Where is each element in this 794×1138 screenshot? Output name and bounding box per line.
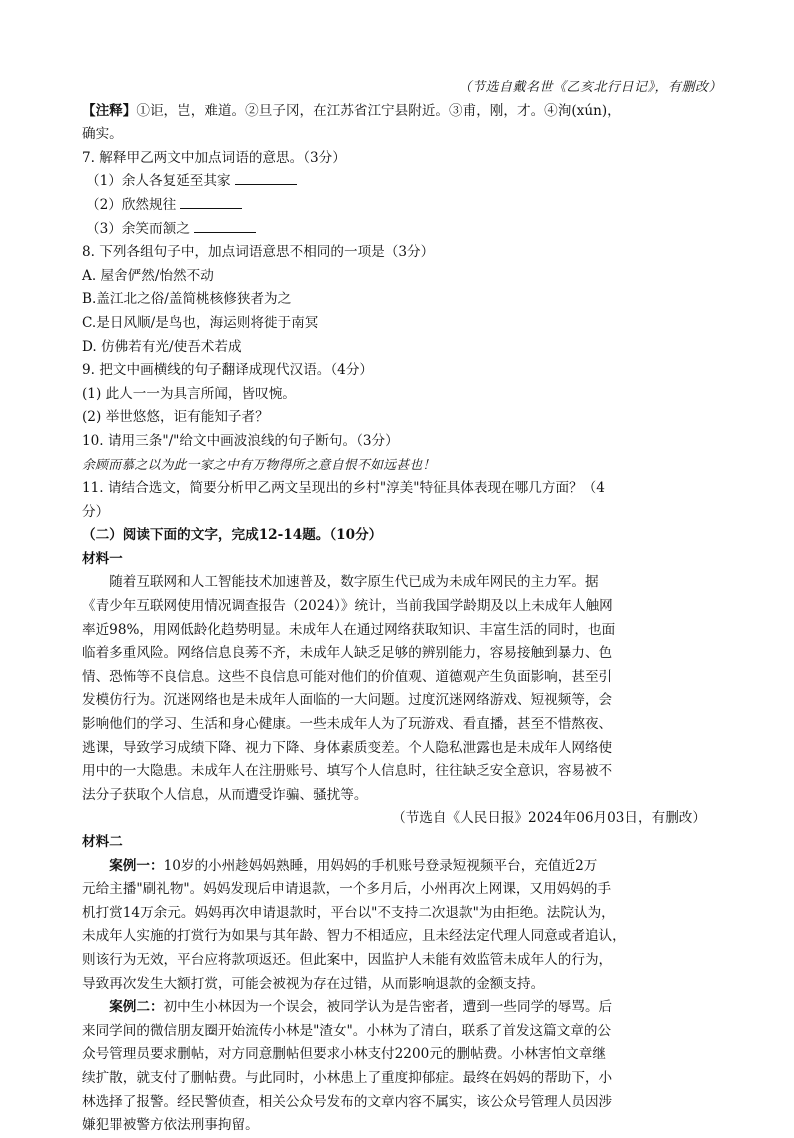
question-8-stem: 8. 下列各组句子中，加点词语意思不相同的一项是（3分） (82, 244, 435, 261)
material-1-line: 情、恐怖等不良信息。这些不良信息可能对他们的价值观、道德观产生负面影响，甚至引 (82, 668, 613, 685)
question-10-sentence: 余顾而慕之以为此一家之中有万物得所之意自恨不如远甚也！ (82, 457, 436, 473)
material-1-line: 随着互联网和人工智能技术加速普及，数字原生代已成为未成年网民的主力军。据 (109, 574, 599, 591)
question-11-stem-continuation: 分） (82, 503, 110, 520)
case-1-line: 元给主播"刷礼物"。妈妈发现后申请退款，一个多月后，小州再次上网课，又用妈妈的手 (82, 881, 612, 898)
material-1-line: 率近98%，用网低龄化趋势明显。未成年人在通过网络获取知识、丰富生活的同时，也面 (82, 621, 616, 638)
material-1-line: 影响他们的学习、生活和身心健康。一些未成年人为了玩游戏、看直播，甚至不惜熬夜、 (82, 716, 613, 733)
question-8-option-c: C.是日风顺/是鸟也，海运则将徙于南冥 (82, 314, 319, 331)
material-1-source: （节选自《人民日报》2024年06月03日，有删改） (392, 810, 706, 827)
case-2-line: 嫌犯罪被警方依法刑事拘留。 (82, 1117, 259, 1134)
question-8-option-d: D. 仿佛若有光/使吾术若成 (82, 338, 242, 355)
section-2-title: （二）阅读下面的文字，完成12-14题。（10分） (82, 527, 383, 544)
case-2 (82, 996, 722, 1138)
notes-text: ①讵，岂，难道。②旦子冈，在江苏省江宁县附近。③甫，刚，才。④洵(xún)， (136, 102, 621, 119)
case-1 (82, 855, 722, 997)
source-citation-top: （节选自戴名世《乙亥北行日记》，有删改） (458, 80, 722, 95)
material-2-label: 材料二 (82, 834, 123, 850)
answer-blank[interactable] (194, 218, 256, 233)
answer-blank[interactable] (235, 170, 297, 185)
notes-label: 【注释】 (82, 102, 137, 119)
case-2-line: 续扩散，就支付了删帖费。与此同时，小林患上了重度抑郁症。最终在妈妈的帮助下，小 (82, 1069, 613, 1086)
case-1-line: 机打赏14万余元。妈妈再次申请退款时，平台以"不支持二次退款"为由拒绝。法院认为， (82, 904, 615, 921)
case-2-line: 林选择了报警。经民警侦查，相关公众号发布的文章内容不属实，该公众号管理人员因涉 (82, 1093, 613, 1110)
material-1-line: 临着多重风险。网络信息良莠不齐，未成年人缺乏足够的辨别能力，容易接触到暴力、色 (82, 645, 613, 662)
question-9-stem: 9. 把文中画横线的句子翻译成现代汉语。（4分） (82, 362, 374, 379)
question-7-item: （1）余人各复延至其家 (82, 170, 722, 194)
case-2-line: 案例二：初中生小林因为一个误会，被同学认为是告密者，遭到一些同学的辱骂。后 (109, 999, 613, 1016)
question-8-option-a: A. 屋舍俨然/怡然不动 (82, 267, 214, 284)
question-10-stem: 10. 请用三条"/"给文中画波浪线的句子断句。（3分） (82, 432, 399, 449)
question-7-item: （2）欣然规往 (82, 194, 722, 218)
case-1-line: 则该行为无效，平台应将款项返还。但此案中，因监护人未能有效监管未成年人的行为， (82, 951, 613, 968)
notes (82, 100, 722, 124)
case-1-label: 案例一： (109, 857, 164, 874)
answer-blank[interactable] (180, 194, 242, 209)
case-2-line: 众号管理员要求删帖，对方同意删帖但要求小林支付2200元的删帖费。小林害怕文章继 (82, 1046, 606, 1063)
case-2-label: 案例二： (109, 999, 164, 1016)
notes-continuation: 确实。 (82, 126, 123, 143)
case-1-line: 导致再次发生大额打赏，可能会被视为存在过错，从而影响退款的金额支持。 (82, 975, 545, 992)
question-9-item: (2) 举世悠悠，讵有能知子者？ (82, 409, 269, 426)
question-7-item: （3）余笑而颔之 (82, 218, 722, 242)
material-1-line: 发模仿行为。沉迷网络也是未成年人面临的一大问题。过度沉迷网络游戏、短视频等，会 (82, 692, 613, 709)
case-1-line: 未成年人实施的打赏行为如果与其年龄、智力不相适应，且未经法定代理人同意或者追认， (82, 928, 626, 945)
case-2-line: 来同学间的微信朋友圈开始流传小林是"渣女"。小林为了清白，联系了首发这篇文章的公 (82, 1022, 612, 1039)
exam-page (82, 76, 722, 1138)
question-9-item: (1) 此人一一为具言所闻，皆叹惋。 (82, 385, 296, 402)
material-1-line: 《青少年互联网使用情况调查报告（2024）》统计，当前我国学龄期及以上未成年人触网 (82, 598, 613, 615)
question-8-option-b: B.盖江北之俗/盖简桃核修狭者为之 (82, 291, 292, 308)
material-1-body (82, 571, 722, 807)
material-1-line: 用中的一大隐患。未成年人在注册账号、填写个人信息时，往往缺乏安全意识，容易被不 (82, 763, 613, 780)
material-1-label: 材料一 (82, 550, 123, 567)
material-1-line: 逃课，导致学习成绩下降、视力下降、身体素质变差。个人隐私泄露也是未成年人网络使 (82, 739, 613, 756)
case-1-line: 案例一：10岁的小州趁妈妈熟睡，用妈妈的手机账号登录短视频平台，充值近2万 (109, 857, 598, 874)
question-7-stem: 7. 解释甲乙两文中加点词语的意思。（3分） (82, 149, 346, 166)
question-11-stem: 11. 请结合选文，简要分析甲乙两文呈现出的乡村"淳美"特征具体表现在哪几方面？（4 (82, 480, 605, 497)
material-1-line: 法分子获取个人信息，从而遭受诈骗、骚扰等。 (82, 786, 368, 803)
